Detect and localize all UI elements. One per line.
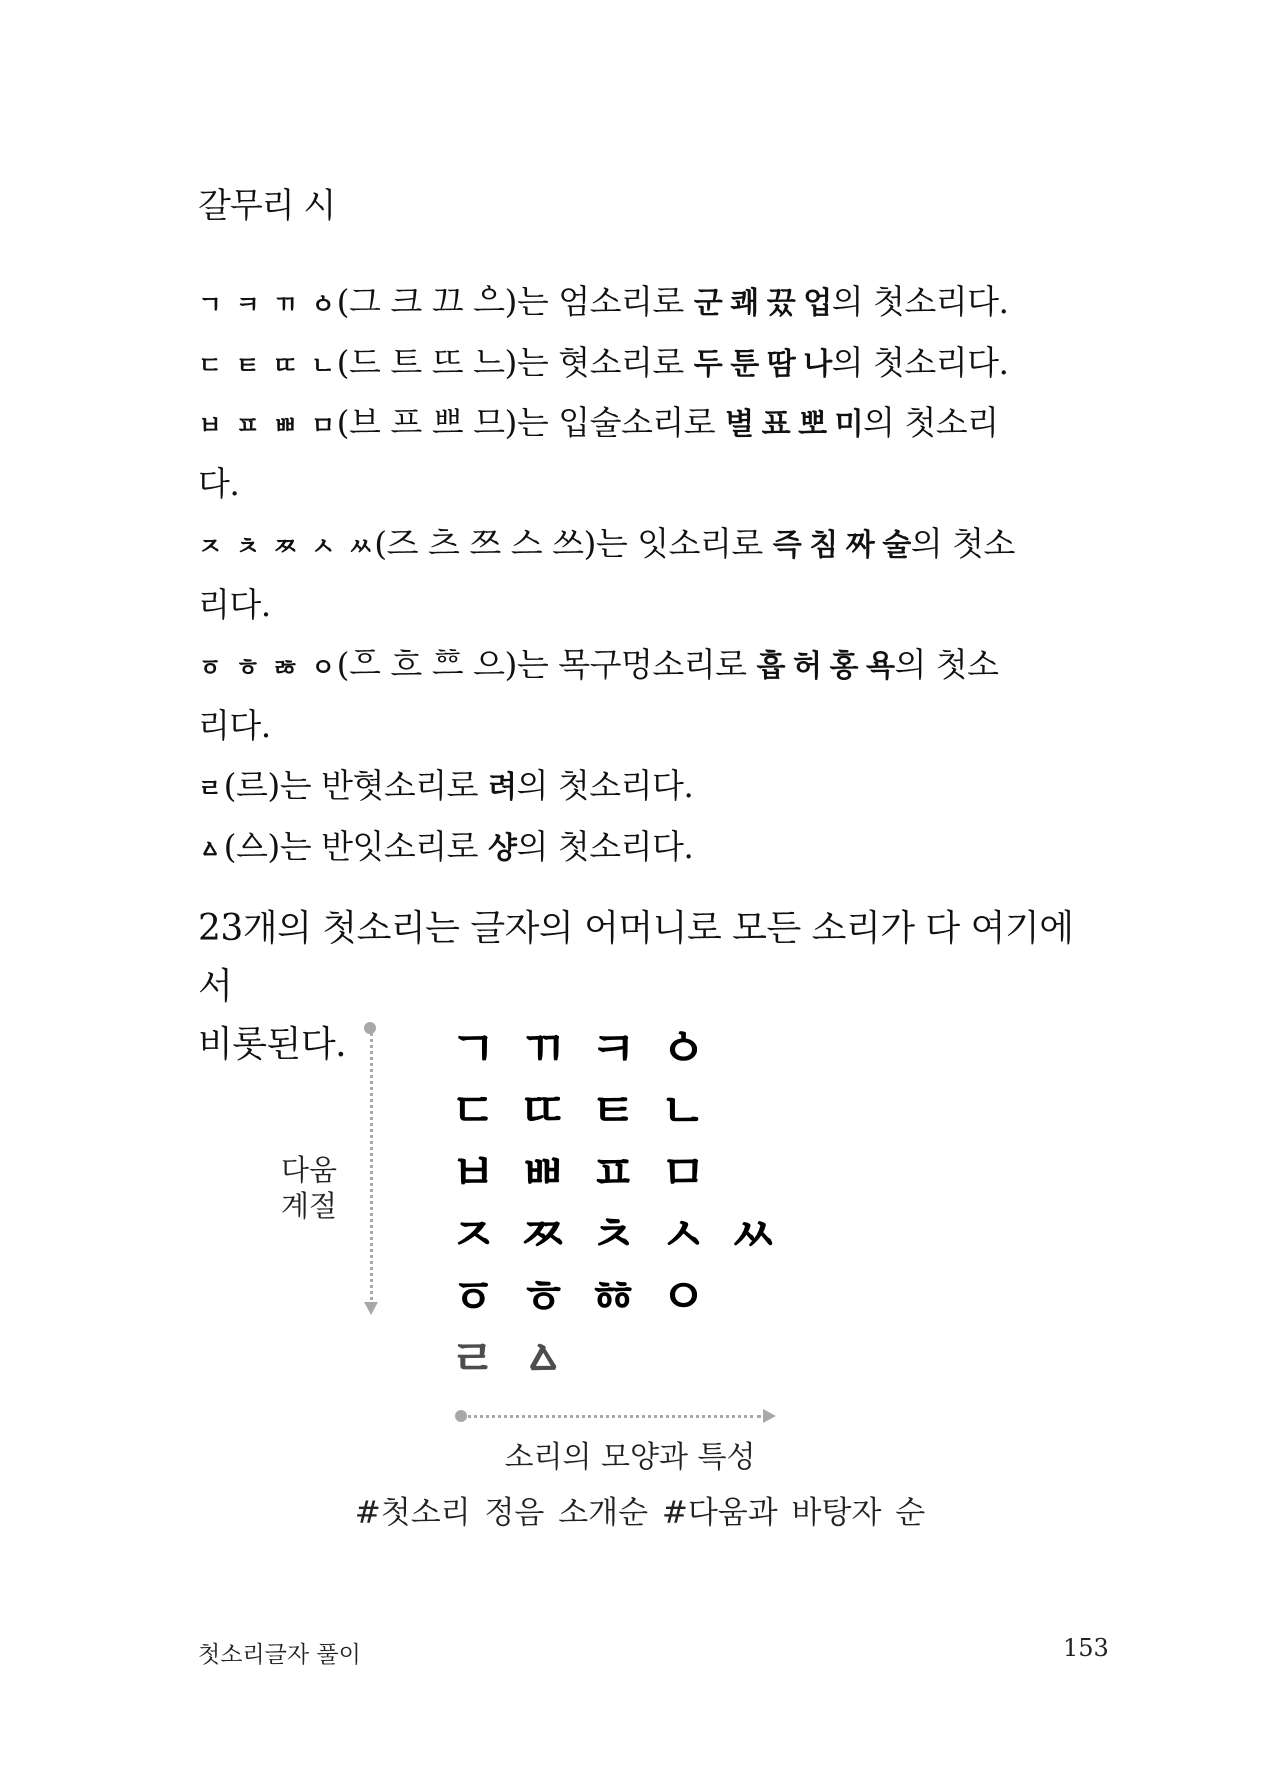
consonant-grid (450, 1018, 800, 1390)
grid-row (450, 1018, 800, 1080)
jamo: ㆁ (310, 290, 335, 319)
verse-text: 의 첫소리다. (516, 766, 694, 805)
grid-consonant: ㅇ (660, 1269, 707, 1325)
grid-consonant: ㅅ (660, 1207, 707, 1263)
verse-text: 는 목구멍소리로 (516, 645, 757, 684)
verse-text: 의 첫소리 (863, 403, 999, 442)
grid-row (450, 1142, 800, 1204)
example-syllable: 술 (882, 528, 911, 563)
pronunciation: (르) (223, 766, 280, 805)
jamo: ㄴ (310, 350, 335, 380)
grid-consonant: ㄷ (450, 1083, 497, 1139)
grid-consonant: ㄴ (660, 1083, 707, 1139)
summary-line: 비롯된다. (198, 1024, 347, 1065)
page-title: 갈무리 시 (198, 186, 336, 226)
vertical-axis-label (278, 1152, 340, 1224)
grid-consonant: ㅈ (450, 1207, 497, 1263)
vertical-dotted-arrow (370, 1028, 373, 1306)
jamo: ㅈ (198, 532, 222, 561)
example-syllable: 끘 (766, 286, 796, 321)
grid-consonant: ㅌ (590, 1083, 637, 1139)
example-syllable: 즉 (772, 528, 802, 563)
example-syllable: 군 (693, 286, 723, 321)
grid-consonant: ㄱ (450, 1021, 497, 1077)
jamo: ㆆ (198, 653, 222, 682)
verse-text: 는 엄소리로 (516, 282, 694, 321)
horizontal-dotted-arrow (461, 1415, 761, 1418)
jamo: ㅌ (235, 350, 260, 380)
grid-row (450, 1080, 800, 1142)
jamo: ㄹ (198, 774, 222, 803)
jamo: ㅀ (273, 653, 297, 682)
verse-text: 의 첫소리다. (831, 282, 1009, 321)
jamo: ㅋ (235, 290, 260, 319)
verse-line (198, 514, 1103, 575)
grid-consonant: ㆅ (590, 1269, 637, 1325)
axis-label-line: 다움 (280, 1153, 338, 1187)
verse-text: 는 반잇소리로 (279, 826, 489, 866)
jamo: ㅎ (235, 653, 260, 682)
example-syllable: 땀 (766, 346, 796, 382)
verse-text: 다. (198, 463, 240, 503)
verse-text: 는 입술소리로 (516, 403, 726, 442)
grid-consonant: ㆁ (660, 1021, 707, 1077)
verse-line-continuation (198, 696, 1103, 757)
example-syllable: 샹 (488, 830, 517, 866)
verse-line-continuation (198, 575, 1103, 636)
grid-consonant: ㅎ (520, 1269, 567, 1325)
verse-body (198, 272, 1103, 877)
grid-consonant: ㄹ (450, 1331, 497, 1387)
axis-label-line: 계절 (280, 1189, 338, 1223)
example-syllable: 업 (803, 286, 832, 321)
arrow-right-icon (763, 1409, 776, 1423)
pronunciation: (그 크 끄 ᅌᅳ) (336, 282, 517, 321)
example-syllable: 침 (809, 528, 838, 563)
example-syllable: 나 (803, 346, 832, 382)
grid-consonant: ㅊ (590, 1207, 637, 1263)
grid-consonant: ㅍ (590, 1145, 637, 1201)
example-syllable: 쾌 (730, 286, 759, 321)
verse-line-continuation (198, 454, 1103, 515)
jamo: ㅍ (235, 411, 260, 440)
example-syllable: 미 (834, 407, 864, 442)
example-syllable: 짜 (845, 528, 875, 563)
grid-consonant: ㅆ (730, 1207, 777, 1263)
example-syllable: 홍 (829, 649, 858, 684)
example-syllable: 뽀 (798, 407, 827, 442)
verse-line (198, 635, 1103, 696)
jamo: ㄱ (198, 290, 222, 319)
arrow-down-icon (364, 1302, 378, 1315)
verse-text: 리다. (198, 705, 271, 745)
horizontal-axis-label: 소리의 모양과 특성 (504, 1440, 756, 1475)
pronunciation: (ᅀᅳ) (223, 826, 280, 866)
page-number: 153 (1063, 1634, 1109, 1662)
pronunciation: (즈 츠 쯔 스 쓰) (374, 524, 596, 563)
grid-row (450, 1266, 800, 1328)
verse-text: 의 첫소리다. (516, 826, 694, 866)
verse-text: 는 혓소리로 (516, 342, 694, 382)
grid-consonant: ㅃ (520, 1145, 567, 1201)
hashtags: #첫소리 정음 소개순 #다움과 바탕자 순 (354, 1495, 926, 1531)
jamo: ㅆ (348, 532, 373, 561)
grid-consonant: ㅿ (520, 1331, 567, 1387)
example-syllable: 욕 (865, 649, 895, 684)
verse-line (198, 817, 1103, 878)
example-syllable: 두 (693, 346, 723, 382)
grid-consonant: ㅉ (520, 1207, 567, 1263)
running-footer-section: 첫소리글자 풀이 (198, 1642, 361, 1668)
verse-text: 는 잇소리로 (595, 524, 773, 563)
verse-line (198, 333, 1103, 394)
verse-text: 의 첫소 (910, 524, 1015, 563)
jamo: ㅁ (310, 411, 335, 440)
grid-consonant: ㅋ (590, 1021, 637, 1077)
example-syllable: 툰 (730, 346, 759, 382)
verse-text: 는 반혓소리로 (279, 766, 489, 805)
example-syllable: 표 (761, 407, 791, 442)
jamo: ㄲ (273, 290, 297, 319)
verse-text: 리다. (198, 584, 271, 624)
verse-line (198, 272, 1103, 333)
jamo: ㅊ (235, 532, 260, 561)
pronunciation: (드 트 뜨 느) (336, 342, 517, 382)
grid-consonant: ㅂ (450, 1145, 497, 1201)
verse-line (198, 393, 1103, 454)
pronunciation: (브 프 쁘 므) (336, 403, 517, 442)
jamo: ㅇ (310, 653, 335, 682)
example-syllable: 려 (488, 770, 517, 805)
jamo: ㅃ (273, 411, 297, 440)
grid-consonant: ㅁ (660, 1145, 707, 1201)
jamo: ㅂ (198, 411, 222, 440)
example-syllable: 흡 (756, 649, 785, 684)
grid-row (450, 1204, 800, 1266)
jamo: ㅿ (198, 834, 222, 864)
grid-row (450, 1328, 800, 1390)
jamo: ㅉ (273, 532, 297, 561)
verse-line (198, 756, 1103, 817)
grid-consonant: ㄸ (520, 1083, 567, 1139)
verse-text: 의 첫소리다. (831, 342, 1009, 382)
jamo: ㅅ (310, 532, 335, 561)
grid-consonant: ㆆ (450, 1269, 497, 1325)
pronunciation: (ᅙᅳ 흐 ᅘᅳ 으) (336, 645, 517, 684)
example-syllable: 허 (792, 649, 822, 684)
verse-text: 의 첫소 (894, 645, 999, 684)
jamo: ㄷ (198, 350, 222, 380)
summary-line: 23개의 첫소리는 글자의 어머니로 모든 소리가 다 여기에서 (198, 908, 1074, 1007)
grid-consonant: ㄲ (520, 1021, 567, 1077)
example-syllable: 별 (725, 407, 754, 442)
jamo: ㄸ (273, 350, 297, 380)
